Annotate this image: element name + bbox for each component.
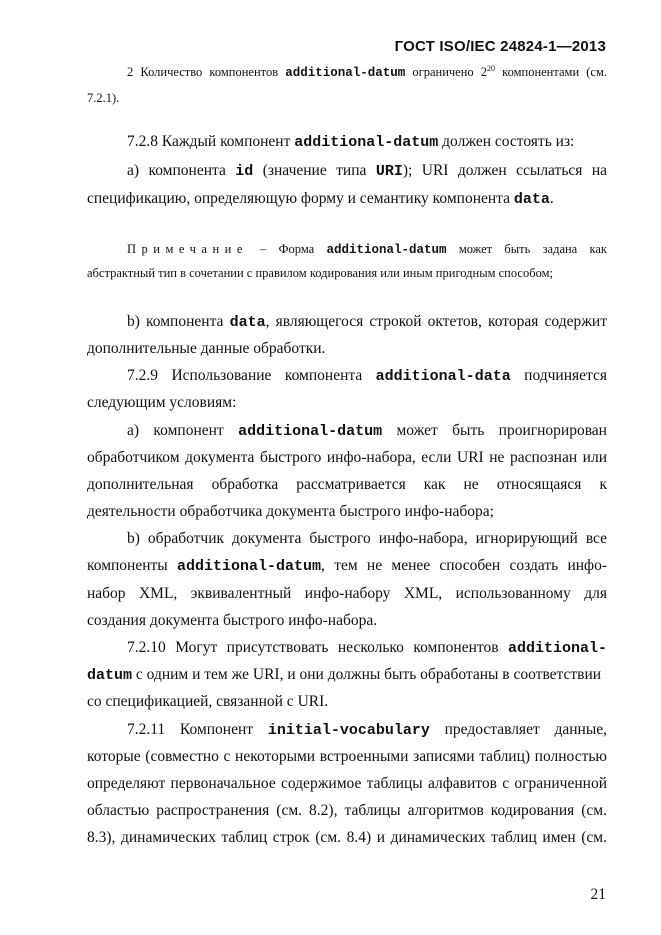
page-number: 21 [590, 886, 606, 903]
clause-7-2-9-line-2: следующим условиям: [87, 394, 237, 411]
note-2-line-2: 7.2.1). [87, 91, 120, 105]
clause-7-2-11-line-5: 8.3), динамических таблиц строк (см. 8.4) и динамических таблиц имен (см. [87, 829, 607, 846]
code-additional-data: additional-data [375, 368, 511, 385]
cond-a-line-1: a) компонент additional-datum может быть проигнорирован [127, 422, 607, 440]
code-data: data [229, 314, 266, 331]
clause-7-2-11-line-4: областью распространения (см. 8.2), таблицы алгоритмов кодирования (см. [87, 802, 607, 819]
cond-b-line-4: создания документа быстрого инфо-набора. [87, 612, 378, 629]
note-form-line-2: абстрактный тип в сочетании с правилом кодирования или иным пригодным способом; [87, 266, 553, 280]
clause-7-2-11-line-1: 7.2.11 Компонент initial-vocabulary предоставляет данные, [127, 721, 608, 739]
cond-b-line-2: компоненты additional-datum, тем не менее способен создать инфо- [87, 557, 607, 575]
document-header: ГОСТ ISO/IEC 24824-1—2013 [394, 38, 606, 55]
code-datum-part2: datum [87, 667, 133, 684]
code-additional-part1: additional- [507, 640, 607, 657]
clause-7-2-9-line-1: 7.2.9 Использование компонента additional-data подчиняется [127, 367, 607, 385]
note-form-line-1: Примечание – Форма additional-datum может быть задана как [127, 242, 608, 257]
code-additional-datum: additional-datum [326, 243, 447, 257]
clause-7-2-10-line-1: 7.2.10 Могут присутствовать несколько компонентов additional- [127, 639, 607, 657]
clause-7-2-11-line-3: определяют первоначальное содержимое таблицы алфавитов с ограниченной [87, 775, 607, 792]
note-label: Примечание [127, 242, 248, 256]
code-additional-datum: additional-datum [177, 558, 322, 575]
code-initial-vocabulary: initial-vocabulary [267, 722, 430, 739]
item-a-line-1: a) компонента id (значение типа URI); URI должен ссылаться на [127, 162, 608, 180]
code-additional-datum: additional-datum [285, 66, 406, 80]
code-additional-datum: additional-datum [238, 423, 383, 440]
superscript-exponent: 20 [487, 63, 496, 73]
clause-7-2-8: 7.2.8 Каждый компонент additional-datum должен состоять из: [127, 133, 575, 151]
item-b-line-1: b) компонента data, являющегося строкой октетов, которая содержит [127, 313, 607, 331]
code-data: data [513, 191, 550, 208]
clause-7-2-10-line-2: datum с одним и тем же URI, и они должны быть обработаны в соответствии [87, 666, 602, 684]
cond-a-line-4: деятельности обработчика документа быстрого инфо-набора; [87, 503, 494, 520]
note-2-line-1: 2 Количество компонентов additional-datum ограничено $2^{20}$ компонентами (см. [127, 63, 607, 80]
clause-7-2-10-line-3: со спецификацией, связанной с URI. [87, 693, 329, 710]
cond-b-line-3: набор XML, эквивалентный инфо-набору XML, использованному для [87, 585, 607, 602]
cond-a-line-3: дополнительная обработка рассматривается как не относящаяся к [87, 476, 607, 493]
cond-b-line-1: b) обработчик документа быстрого инфо-набора, игнорирующий все [127, 530, 607, 547]
code-additional-datum: additional-datum [294, 134, 439, 151]
clause-7-2-11-line-2: которые (совместно с некоторыми встроенными записями таблиц) полностью [87, 748, 607, 765]
item-a-line-2: спецификацию, определяющую форму и семантику компонента data. [87, 190, 554, 208]
code-uri: URI [375, 163, 403, 180]
cond-a-line-2: обработчиком документа быстрого инфо-набора, если URI не распознан или [87, 449, 607, 466]
code-id: id [235, 163, 254, 180]
item-b-line-2: дополнительные данные обработки. [87, 340, 326, 357]
